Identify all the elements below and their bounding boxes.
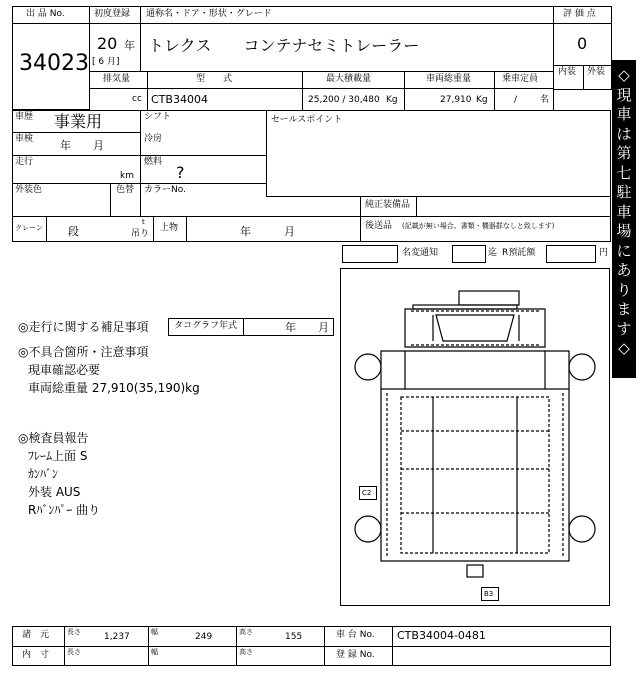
color-change-label: 色替 [116,185,135,195]
crane-stage: 段 [68,225,79,238]
fuel-value: ? [176,163,185,182]
boarding-label: 上物 [160,223,179,233]
inspector-line: ﾌﾚｰﾑ上面 S [28,449,88,463]
displacement-unit: cc [132,94,142,104]
vehicle-diagram [340,268,610,606]
crane-lift: 吊り [131,229,150,239]
vehicle-name-label: 通称名・ドア・形状・グレード [146,9,272,19]
ext-color-label: 外装色 [15,185,43,195]
tacho-value: 年 月 [285,321,329,334]
first-reg-label: 初度登録 [94,9,131,19]
driving-notes-heading: ◎走行に関する補足事項 [18,320,149,334]
tacho-label: タコグラフ年式 [174,321,238,331]
r-deposit-field [546,245,596,263]
first-reg-month: [ 6 月] [92,57,120,67]
capacity-label: 乗車定員 [502,74,539,84]
interior-dims-label: 内 寸 [22,650,50,660]
vehicle-outline [341,269,609,605]
height-label: 高さ [239,628,253,636]
gross-weight-label: 車両総重量 [426,74,472,84]
lot-no: 34023 [19,51,89,76]
inspector-line: ｶﾝﾊﾞﾝ [28,467,59,481]
length-label: 長さ [67,648,81,656]
height-value: 155 [285,632,303,642]
defect-line: 車両総重量 27,910(35,190)kg [28,381,200,395]
width-label: 幅 [151,648,158,656]
inspector-line: Rﾊﾞﾝﾊﾟｰ 曲り [28,503,101,517]
capacity-value: / [514,95,518,105]
defects-heading: ◎不具合箇所・注意事項 [18,345,149,359]
mileage-label: 走行 [15,157,34,167]
model-value: CTB34004 [151,93,208,106]
dims-label: 諸 元 [22,630,50,640]
interior-rating-label: 内装 [558,67,577,77]
damage-mark-code: B3 [484,590,494,598]
boarding-value: 年 月 [240,225,295,238]
deposit-date-field [452,245,486,263]
model-label: 型 式 [196,74,233,84]
max-load-value: 25,200 / 30,480 [308,95,380,105]
chassis-value: CTB34004-0481 [397,629,486,642]
height-label: 高さ [239,648,253,656]
length-label: 長さ [67,628,81,636]
location-notice: ◇現車は第七駐車場にあります◇ [616,66,632,357]
damage-mark [481,587,499,601]
history-label: 車歴 [15,112,34,122]
first-reg-year-unit: 年 [124,39,135,52]
r-deposit-label: R預託額 [502,248,536,258]
yen-unit: 円 [599,248,609,258]
shift-label: シフト [144,112,172,122]
rating-label: 評 価 点 [563,9,596,19]
width-label: 幅 [151,628,158,636]
defect-line: 現車確認必要 [28,363,101,377]
rating-value: 0 [577,34,588,53]
standard-equipment-label: 純正装備品 [365,200,411,210]
registration-label: 登 録 No. [336,650,375,660]
location-sidebar [612,60,636,378]
length-value: 1,237 [104,632,130,642]
capacity-unit: 名 [540,95,550,105]
inspection-value: 年 月 [60,139,104,152]
history-value: 事業用 [54,112,103,131]
mileage-unit: km [120,171,134,181]
displacement-label: 排気量 [103,74,131,84]
later-send-label: 後送品 [365,221,393,231]
inspection-label: 車検 [15,134,34,144]
max-load-unit: Kg [386,95,398,105]
gross-weight-unit: Kg [476,95,488,105]
gross-weight-value: 27,910 [440,95,472,105]
name-change-field [342,245,398,263]
exterior-rating-label: 外装 [587,67,606,77]
first-reg-year: 20 [97,34,118,53]
damage-mark [359,486,377,500]
width-value: 249 [195,632,213,642]
name-change-label: 名変通知 [402,248,439,258]
inspector-line: 外装 AUS [28,485,81,499]
lot-no-label: 出 品 No. [26,9,65,19]
aircon-label: 冷房 [144,134,163,144]
vehicle-name: トレクス コンテナセミトレーラー [148,36,420,55]
later-send-note: (記載が無い場合、書類・機器群なしと致します) [402,222,555,230]
crane-ton-unit: t [142,218,145,226]
crane-label: クレーン [15,224,43,232]
color-code-label: カラーNo. [144,185,186,195]
inspector-heading: ◎検査員報告 [18,431,89,445]
sales-point-label: セールスポイント [271,115,343,125]
deposit-until-label: 迄 [488,248,498,258]
max-load-label: 最大積載量 [326,74,372,84]
damage-mark-code: C2 [362,489,372,497]
chassis-label: 車 台 No. [336,630,375,640]
fuel-label: 燃料 [144,157,163,167]
